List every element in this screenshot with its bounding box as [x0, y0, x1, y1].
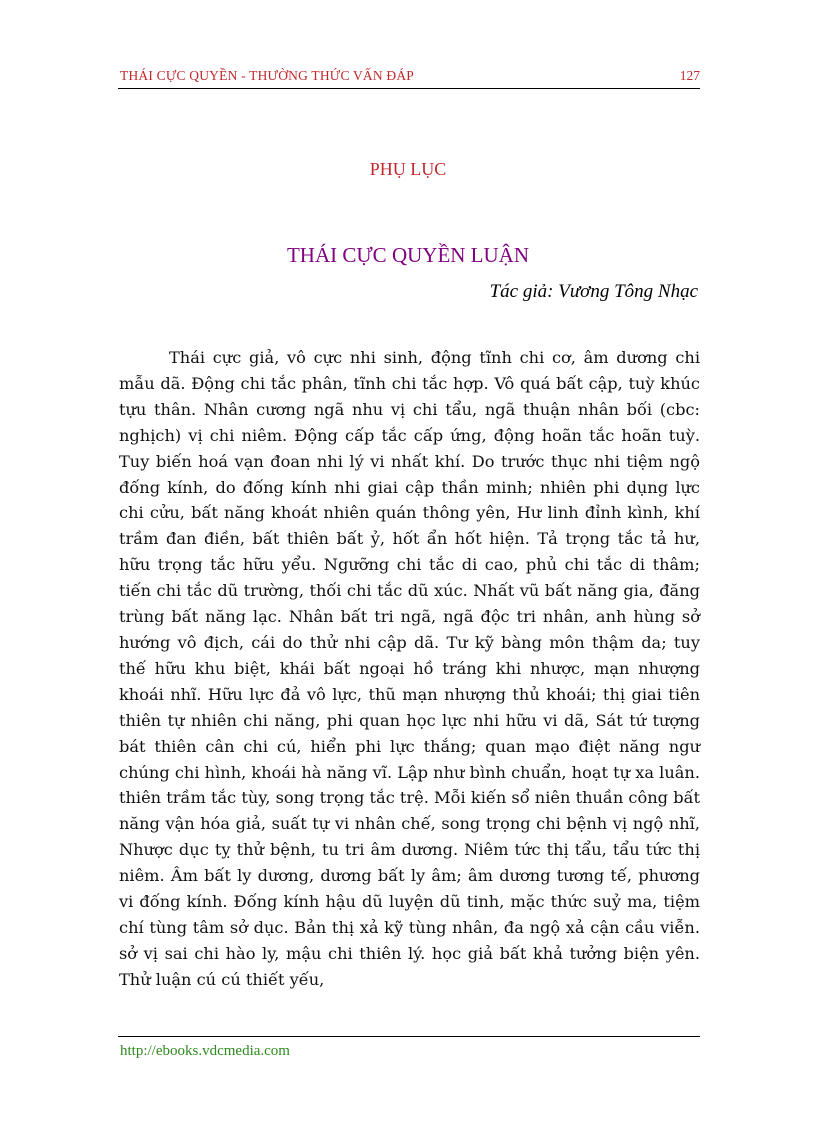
footer-link[interactable]: http://ebooks.vdcmedia.com [120, 1043, 290, 1059]
section-label: PHỤ LỤC [369, 159, 447, 179]
running-header [118, 66, 700, 89]
header-book-title: THÁI CỰC QUYỀN - THƯỜNG THỨC VẤN ĐÁP [120, 68, 415, 83]
chapter-title: THÁI CỰC QUYỀN LUẬN [286, 243, 530, 267]
page-number: 127 [679, 68, 700, 83]
author-line: Tác giả: Vương Tông Nhạc [489, 281, 698, 302]
body-paragraph: Thái cực giả, vô cực nhi sinh, động tĩnh chi cơ, âm dương chi mẫu dã. Động chi tắc phân, tĩnh chi tắc hợp. Vô quá bất cập, tuỳ khúc tựu thân. Nhân cương ngã nhu vị chi tẩu, ngã thuận nhân bối (cbc: nghịch) vị chi niêm. Động cấp tắc cấp ứng, động hoãn tắc hoãn tuỳ. Tuy biến hoá vạn đoan nhi lý vi nhất khí. Do trước thục nhi tiệm ngộ đống kính, do đống kính nhi giai cập thần minh; nhiên phi dụng lực chi cửu, bất năng khoát nhiên quán thông yên, Hư linh đỉnh kình, khí trầm đan điền, bất thiên bất ỷ, hốt ẩn hốt hiện. Tả trọng tắc tả hư, hữu trọng tắc hữu yểu. Ngưỡng chi tắc di cao, phủ chi tắc di thâm; tiến chi tắc dũ trường, thối chi tắc dũ xúc. Nhất vũ bất năng gia, đăng trùng bất năng lạc. Nhân bất tri ngã, ngã độc tri nhân, anh hùng sở hướng vô địch, cái do thử nhi cập dã. Tư kỹ bàng môn thậm da; tuy thế hữu khu biệt, khái bất ngoại hồ tráng khi nhược, mạn nhượng khoái nhĩ. Hữu lực đả vô lực, thũ mạn nhượng thủ khoái; thị giai tiên thiên tự nhiên chi năng, phi quan học lực nhi hữu vi dã, Sát tứ tượng bát thiên cân chi cú, hiển phi lực thắng; quan mạo điệt năng ngư chúng chi hình, khoái hà năng vĩ. Lập như bình chuẩn, hoạt tự xa luân. thiên trầm tắc tùy, song trọng tắc trệ. Mỗi kiến sổ niên thuần công bất năng vận hóa giả, suất tự vi nhân chế, song trọng chi bệnh vị ngộ nhĩ, Nhược dục tỵ thử bệnh, tu tri âm dương. Niêm tức thị tẩu, tẩu tức thị niêm. Âm bất ly dương, dương bất ly âm; âm dương tương tế, phương vi đống kính. Đống kính hậu dũ luyện dũ tinh, mặc thức suỷ ma, tiệm chí tùng tâm sở dục. Bản thị xả kỹ tùng nhân, đa ngộ xả cận cầu viễn. sở vị sai chi hào ly, mậu chi thiên lý. học giả bất khả tưởng biện yên. Thử luận cú cú thiết yếu, [119, 348, 700, 989]
footer-divider [118, 1036, 700, 1037]
